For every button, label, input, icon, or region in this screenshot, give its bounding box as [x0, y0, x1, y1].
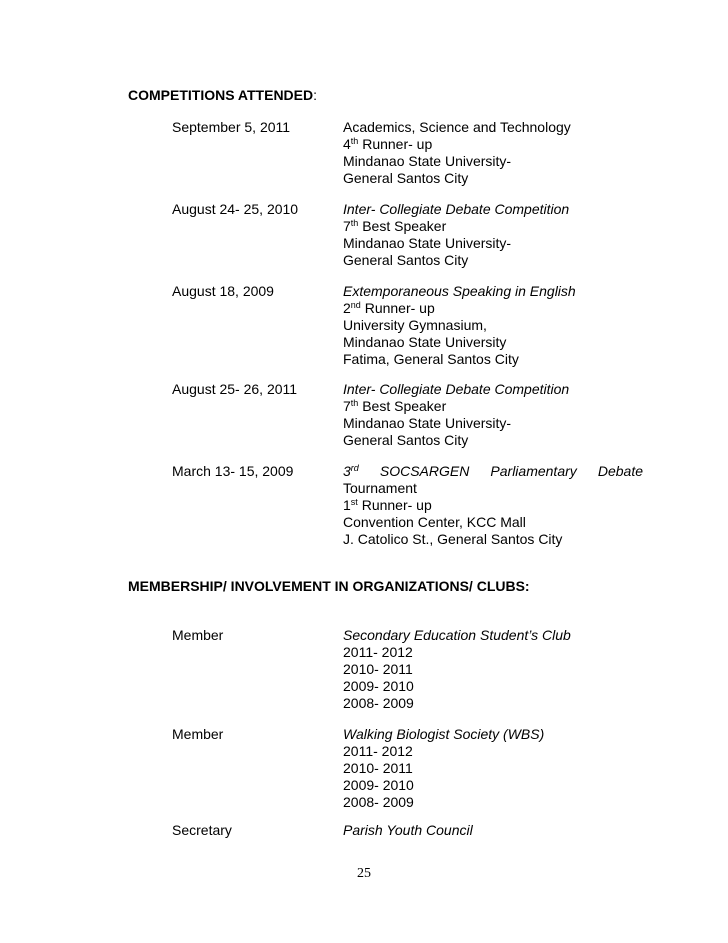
event-ordinal [343, 463, 359, 480]
membership-year: 2009- 2010 [343, 678, 414, 694]
competition-venue: Mindanao State University- [343, 235, 512, 251]
membership-heading: MEMBERSHIP/ INVOLVEMENT IN ORGANIZATIONS/ CLUBS: [128, 578, 530, 594]
competition-rank [343, 398, 648, 415]
competition-details [343, 463, 643, 548]
competitions-heading [128, 87, 317, 103]
competition-rank [343, 218, 648, 235]
competition-event-line2: Tournament [343, 480, 417, 496]
rank-suffix: th [350, 398, 359, 408]
competition-venue: Fatima, General Santos City [343, 351, 519, 367]
membership-details [343, 726, 648, 811]
membership-details [343, 627, 648, 712]
membership-year: 2010- 2011 [343, 661, 413, 677]
membership-org: Parish Youth Council [343, 822, 473, 838]
competition-venue: General Santos City [343, 170, 469, 186]
rank-suffix: nd [350, 300, 361, 310]
rank-number: 1 [343, 497, 351, 513]
rank-number: 7 [343, 218, 351, 234]
competition-event: Inter- Collegiate Debate Competition [343, 381, 570, 397]
competitions-heading-colon: : [313, 87, 318, 103]
membership-year: 2008- 2009 [343, 695, 414, 711]
membership-year: 2010- 2011 [343, 760, 413, 776]
competition-venue: Mindanao State University [343, 334, 507, 350]
membership-year: 2011- 2012 [343, 644, 413, 660]
competition-date: September 5, 2011 [172, 119, 291, 135]
competition-event-line1 [343, 463, 643, 480]
competition-rank [343, 497, 643, 514]
membership-year: 2008- 2009 [343, 794, 414, 810]
rank-number: 2 [343, 300, 351, 316]
rank-text: Runner- up [357, 497, 432, 513]
competition-event: Academics, Science and Technology [343, 119, 571, 135]
competition-venue: General Santos City [343, 432, 469, 448]
event-suffix: rd [350, 463, 359, 473]
membership-role: Member [172, 726, 224, 742]
competition-venue: Convention Center, KCC Mall [343, 514, 526, 530]
event-word: Debate [597, 463, 643, 479]
rank-suffix: th [350, 136, 359, 146]
rank-suffix: st [350, 497, 358, 507]
competitions-heading-text: COMPETITIONS ATTENDED [128, 87, 314, 103]
competition-venue: J. Catolico St., General Santos City [343, 531, 563, 547]
competition-details [343, 201, 648, 269]
competition-venue: General Santos City [343, 252, 469, 268]
competition-venue: University Gymnasium, [343, 317, 487, 333]
event-word: SOCSARGEN [379, 463, 470, 479]
event-number: 3 [343, 463, 351, 479]
event-word: Parliamentary [490, 463, 577, 479]
rank-number: 4 [343, 136, 351, 152]
competition-date: August 25- 26, 2011 [172, 381, 298, 397]
competition-date: March 13- 15, 2009 [172, 463, 294, 479]
rank-text: Best Speaker [358, 218, 447, 234]
rank-text: Runner- up [358, 136, 433, 152]
rank-text: Runner- up [360, 300, 435, 316]
competition-date: August 18, 2009 [172, 283, 274, 299]
rank-number: 7 [343, 398, 351, 414]
competition-venue: Mindanao State University- [343, 153, 512, 169]
competition-details [343, 119, 648, 187]
rank-text: Best Speaker [358, 398, 447, 414]
competition-rank [343, 300, 648, 317]
membership-details [343, 822, 648, 839]
competition-rank [343, 136, 648, 153]
membership-org: Secondary Education Student’s Club [343, 627, 571, 643]
membership-year: 2011- 2012 [343, 743, 413, 759]
competition-venue: Mindanao State University- [343, 415, 512, 431]
membership-role: Member [172, 627, 224, 643]
membership-role: Secretary [172, 822, 232, 838]
membership-org: Walking Biologist Society (WBS) [343, 726, 545, 742]
competition-details [343, 283, 648, 368]
membership-year: 2009- 2010 [343, 777, 414, 793]
page-number: 25 [357, 866, 371, 881]
competition-date: August 24- 25, 2010 [172, 201, 299, 217]
rank-suffix: th [350, 218, 359, 228]
competition-event: Inter- Collegiate Debate Competition [343, 201, 570, 217]
competition-event: Extemporaneous Speaking in English [343, 283, 576, 299]
competition-details [343, 381, 648, 449]
